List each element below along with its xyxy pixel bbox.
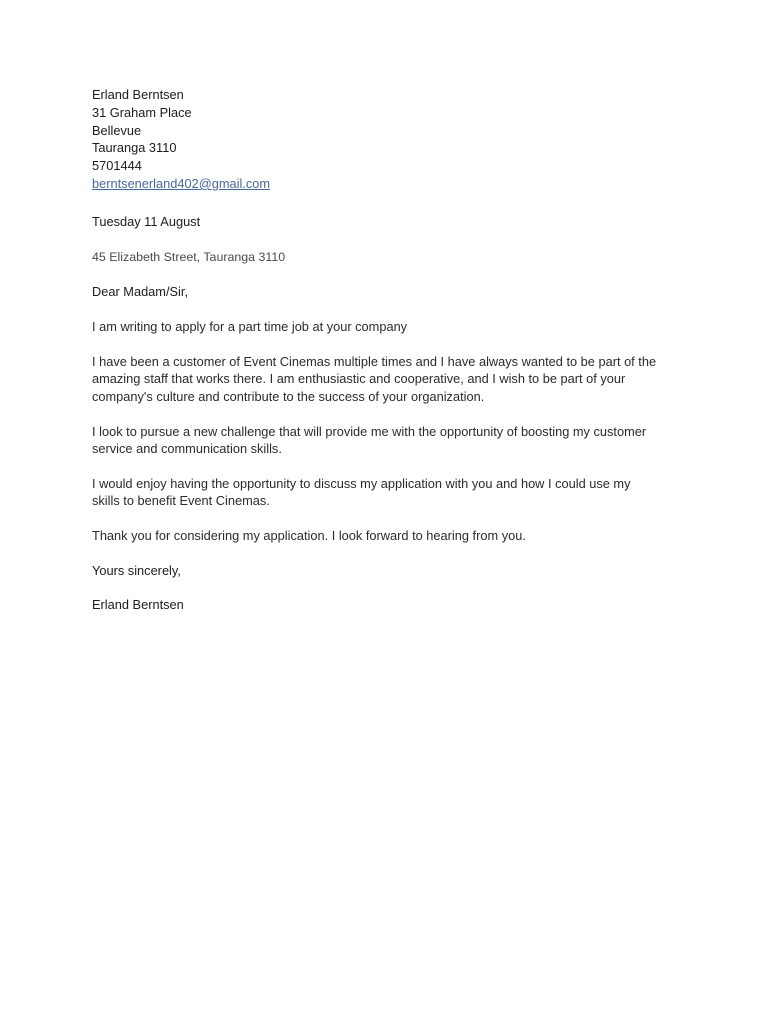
recipient-address: 45 Elizabeth Street, Tauranga 3110: [92, 249, 286, 264]
sender-suburb: Bellevue: [92, 122, 142, 138]
spacer-before-signature: [92, 579, 658, 596]
letter-date: Tuesday 11 August: [92, 213, 201, 229]
spacer-before-para-3: [92, 406, 658, 423]
spacer-before-para-5: [92, 510, 658, 527]
sender-phone: 5701444: [92, 158, 142, 174]
spacer-before-para-2: [92, 336, 658, 353]
spacer-before-salutation: [92, 266, 658, 283]
spacer-before-closing: [92, 545, 658, 562]
sender-email-link[interactable]: berntsenerland402@gmail.com: [92, 175, 271, 191]
body-paragraph: I have been a customer of Event Cinemas multiple times and I have always wanted to be part of the amazing staff that works there. I am enthusiastic and cooperative, and I wish to be part of your company's culture and contribute to the success of your organization.: [92, 353, 657, 404]
sender-email-line: [92, 175, 658, 193]
body-paragraph: I am writing to apply for a part time job at your company: [92, 319, 408, 335]
letter-closing: Yours sincerely,: [92, 562, 181, 578]
body-paragraph: I look to pursue a new challenge that will provide me with the opportunity of boosting my customer service and communication skills.: [92, 423, 647, 457]
body-paragraph: Thank you for considering my application. I look forward to hearing from you.: [92, 527, 526, 543]
spacer-before-recipient: [92, 231, 658, 249]
sender-address-block: [92, 86, 658, 193]
sender-street: 31 Graham Place: [92, 104, 192, 120]
spacer-before-para-4: [92, 458, 658, 475]
sender-name: Erland Berntsen: [92, 87, 184, 102]
body-paragraph: I would enjoy having the opportunity to discuss my application with you and how I could use my skills to benefit Event Cinemas.: [92, 475, 631, 509]
signature-name: Erland Berntsen: [92, 597, 184, 613]
spacer-before-para-1: [92, 301, 658, 318]
sender-city-postcode: Tauranga 3110: [92, 140, 177, 156]
salutation: Dear Madam/Sir,: [92, 284, 189, 300]
spacer-before-date: [92, 193, 658, 213]
cover-letter-body: [92, 86, 658, 614]
